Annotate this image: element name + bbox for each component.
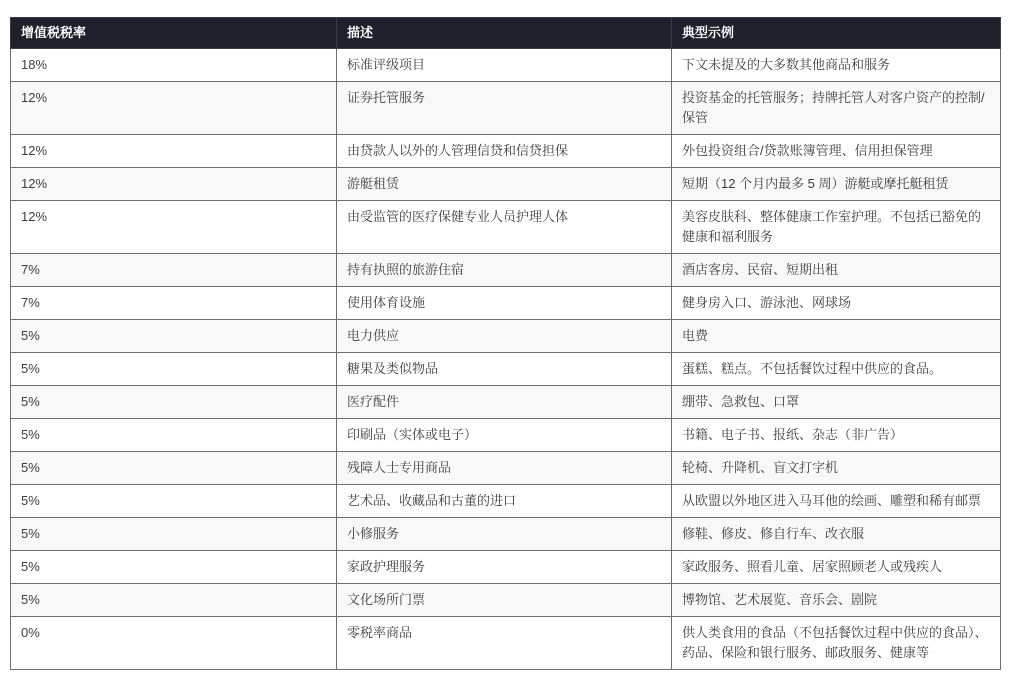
table-row <box>11 551 1001 584</box>
table-row <box>11 287 1001 320</box>
description-cell: 使用体育设施 <box>337 287 672 320</box>
table-row <box>11 518 1001 551</box>
examples-cell: 家政服务、照看儿童、居家照顾老人或残疾人 <box>672 551 1001 584</box>
vat-rate-cell: 7% <box>11 254 337 287</box>
description-cell: 医疗配件 <box>337 386 672 419</box>
vat-rate-cell: 12% <box>11 82 337 135</box>
examples-cell: 健身房入口、游泳池、网球场 <box>672 287 1001 320</box>
description-cell: 家政护理服务 <box>337 551 672 584</box>
examples-cell: 书籍、电子书、报纸、杂志（非广告） <box>672 419 1001 452</box>
examples-cell: 电费 <box>672 320 1001 353</box>
description-cell: 艺术品、收藏品和古董的进口 <box>337 485 672 518</box>
table-row <box>11 419 1001 452</box>
examples-cell: 投资基金的托管服务；持牌托管人对客户资产的控制/保管 <box>672 82 1001 135</box>
vat-rate-cell: 0% <box>11 617 337 670</box>
description-cell: 电力供应 <box>337 320 672 353</box>
description-cell: 标准评级项目 <box>337 49 672 82</box>
vat-rate-cell: 12% <box>11 135 337 168</box>
vat-rate-cell: 5% <box>11 518 337 551</box>
description-cell: 由贷款人以外的人管理信贷和信贷担保 <box>337 135 672 168</box>
description-cell: 印刷品（实体或电子） <box>337 419 672 452</box>
column-header-examples: 典型示例 <box>672 18 1001 49</box>
vat-rate-cell: 5% <box>11 320 337 353</box>
examples-cell: 博物馆、艺术展览、音乐会、剧院 <box>672 584 1001 617</box>
vat-rate-cell: 18% <box>11 49 337 82</box>
examples-cell: 下文未提及的大多数其他商品和服务 <box>672 49 1001 82</box>
table-row <box>11 168 1001 201</box>
vat-rate-cell: 12% <box>11 168 337 201</box>
examples-cell: 供人类食用的食品（不包括餐饮过程中供应的食品）、药品、保险和银行服务、邮政服务、健康等 <box>672 617 1001 670</box>
examples-cell: 绷带、急救包、口罩 <box>672 386 1001 419</box>
column-header-description: 描述 <box>337 18 672 49</box>
description-cell: 证券托管服务 <box>337 82 672 135</box>
examples-cell: 酒店客房、民宿、短期出租 <box>672 254 1001 287</box>
examples-cell: 蛋糕、糕点。不包括餐饮过程中供应的食品。 <box>672 353 1001 386</box>
description-cell: 小修服务 <box>337 518 672 551</box>
table-row <box>11 386 1001 419</box>
examples-cell: 美容皮肤科、整体健康工作室护理。不包括已豁免的健康和福利服务 <box>672 201 1001 254</box>
table-row <box>11 49 1001 82</box>
vat-rate-cell: 5% <box>11 386 337 419</box>
vat-rate-cell: 5% <box>11 485 337 518</box>
table-row <box>11 320 1001 353</box>
table-row <box>11 254 1001 287</box>
description-cell: 文化场所门票 <box>337 584 672 617</box>
table-row <box>11 452 1001 485</box>
vat-rate-cell: 5% <box>11 584 337 617</box>
examples-cell: 外包投资组合/贷款账簿管理、信用担保管理 <box>672 135 1001 168</box>
examples-cell: 短期（12 个月内最多 5 周）游艇或摩托艇租赁 <box>672 168 1001 201</box>
description-cell: 零税率商品 <box>337 617 672 670</box>
description-cell: 残障人士专用商品 <box>337 452 672 485</box>
header-row <box>11 18 1001 49</box>
vat-rate-cell: 5% <box>11 419 337 452</box>
examples-cell: 修鞋、修皮、修自行车、改衣服 <box>672 518 1001 551</box>
description-cell: 由受监管的医疗保健专业人员护理人体 <box>337 201 672 254</box>
table-header <box>11 18 1001 49</box>
table-row <box>11 353 1001 386</box>
table-row <box>11 135 1001 168</box>
examples-cell: 轮椅、升降机、盲文打字机 <box>672 452 1001 485</box>
vat-rate-cell: 12% <box>11 201 337 254</box>
description-cell: 糖果及类似物品 <box>337 353 672 386</box>
vat-rate-cell: 7% <box>11 287 337 320</box>
vat-rate-cell: 5% <box>11 353 337 386</box>
column-header-vat-rate: 增值税税率 <box>11 18 337 49</box>
table-row <box>11 201 1001 254</box>
description-cell: 游艇租赁 <box>337 168 672 201</box>
table-row <box>11 584 1001 617</box>
examples-cell: 从欧盟以外地区进入马耳他的绘画、雕塑和稀有邮票 <box>672 485 1001 518</box>
vat-rate-table <box>10 17 1001 670</box>
table-row <box>11 485 1001 518</box>
table-row <box>11 82 1001 135</box>
vat-rate-cell: 5% <box>11 551 337 584</box>
table-body <box>11 49 1001 670</box>
table-row <box>11 617 1001 670</box>
description-cell: 持有执照的旅游住宿 <box>337 254 672 287</box>
vat-rate-cell: 5% <box>11 452 337 485</box>
